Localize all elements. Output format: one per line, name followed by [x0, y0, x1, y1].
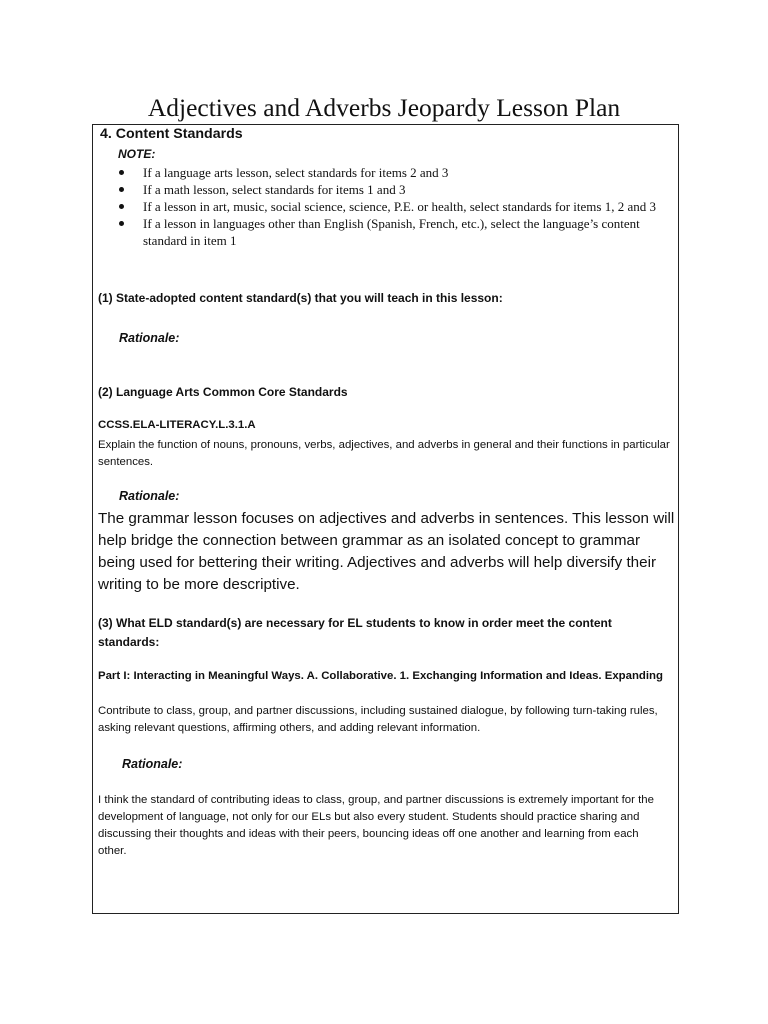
section-heading: 4. Content Standards	[100, 126, 243, 142]
list-item: If a language arts lesson, select standards for items 2 and 3	[116, 164, 666, 181]
item1-heading: (1) State-adopted content standard(s) that you will teach in this lesson:	[98, 291, 503, 305]
item2-rationale-text: The grammar lesson focuses on adjectives and adverbs in sentences. This lesson will help bridge the connection between grammar as an isolated concept to grammar being used for bettering their writing. Adjectives and adverbs will help diversify their writing to be more descriptive.	[98, 510, 675, 593]
item3-heading: (3) What ELD standard(s) are necessary for EL students to know in order meet the content standards:	[98, 616, 612, 649]
standards-instructions-list	[116, 164, 666, 249]
item3-rationale-label: Rationale:	[122, 757, 183, 771]
bullet-icon	[119, 221, 124, 226]
item3-rationale-text: I think the standard of contributing ideas to class, group, and partner discussions is extremely important for the development of language, not only for our ELs but also every student. Students should practice sharing and discussing their thoughts and ideas with their peers, bouncing ideas off one another and learning from each other.	[98, 794, 654, 857]
item3-part-heading: Part I: Interacting in Meaningful Ways. A. Collaborative. 1. Exchanging Information and Ideas. Expanding	[98, 670, 663, 682]
list-item: If a lesson in languages other than English (Spanish, French, etc.), select the language’s content standard in item 1	[116, 215, 666, 249]
page-title: Adjectives and Adverbs Jeopardy Lesson Plan	[147, 93, 621, 122]
list-item: If a lesson in art, music, social science, science, P.E. or health, select standards for items 1, 2 and 3	[116, 198, 666, 215]
bullet-icon	[119, 204, 124, 209]
item2-standard-code: CCSS.ELA-LITERACY.L.3.1.A	[98, 419, 256, 431]
list-item: If a math lesson, select standards for items 1 and 3	[116, 181, 666, 198]
bullet-icon	[119, 187, 124, 192]
bullet-icon	[119, 170, 124, 175]
item3-part-text: Contribute to class, group, and partner discussions, including sustained dialogue, by following turn-taking rules, asking relevant questions, affirming others, and adding relevant information.	[98, 705, 658, 734]
item1-rationale-label: Rationale:	[119, 331, 180, 345]
item2-rationale-label: Rationale:	[119, 489, 180, 503]
item2-standard-text: Explain the function of nouns, pronouns, verbs, adjectives, and adverbs in general and their functions in particular sentences.	[98, 439, 670, 468]
item2-heading: (2) Language Arts Common Core Standards	[98, 385, 348, 399]
note-label: NOTE:	[118, 147, 156, 161]
